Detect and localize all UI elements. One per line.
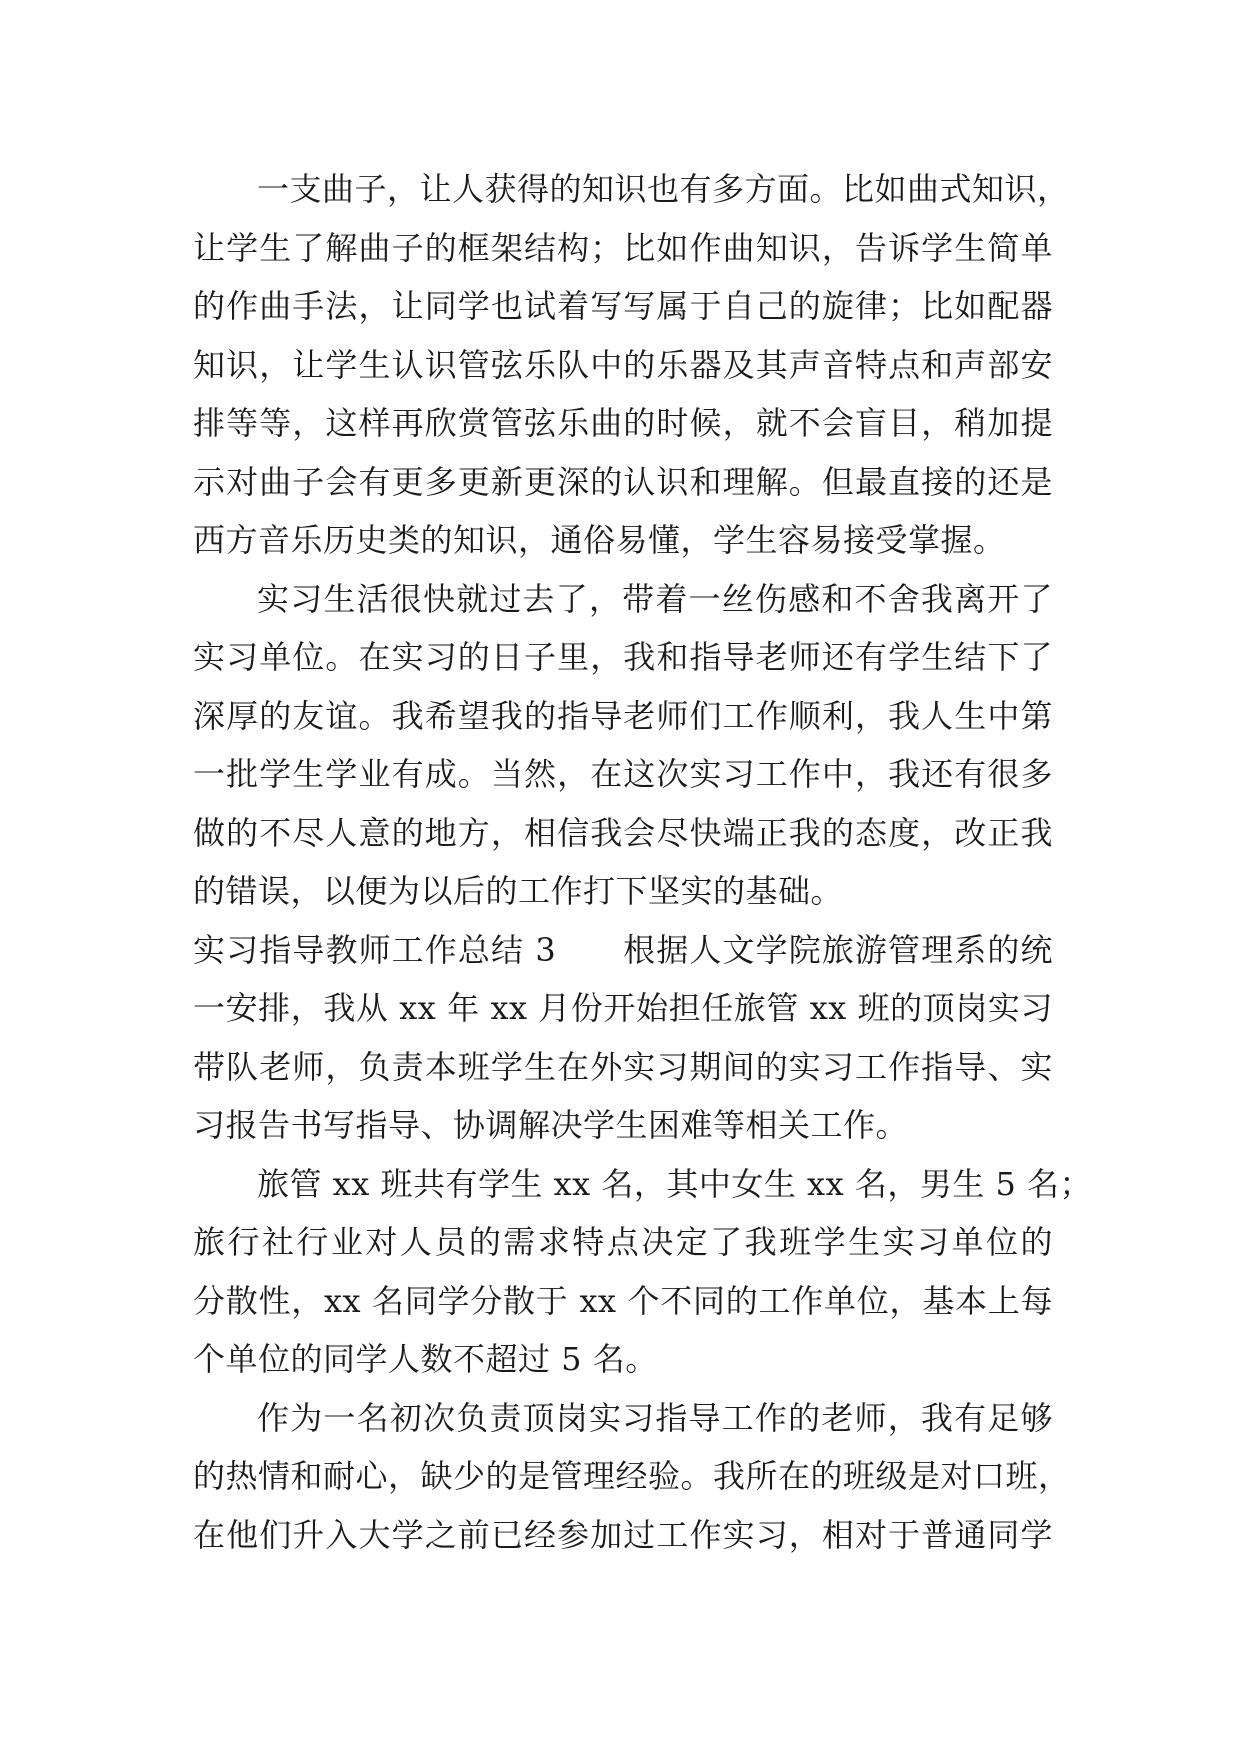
paragraph-line: 实习单位。在实习的日子里，我和指导老师还有学生结下了 (193, 638, 1053, 676)
paragraph-line: 旅管 xx 班共有学生 xx 名，其中女生 xx 名，男生 5 名； (257, 1164, 1093, 1203)
paragraph-line: 实习生活很快就过去了，带着一丝伤感和不舍我离开了 (257, 579, 1053, 618)
paragraph-line: 深厚的友谊。我希望我的指导老师们工作顺利，我人生中第 (193, 696, 1053, 735)
paragraph-line: 一安排，我从 xx 年 xx 月份开始担任旅管 xx 班的顶岗实习 (193, 989, 1053, 1027)
paragraph-line: 知识，让学生认识管弦乐队中的乐器及其声音特点和声部安 (193, 345, 1053, 384)
paragraph-line: 让学生了解曲子的框架结构；比如作曲知识，告诉学生简单 (193, 228, 1053, 267)
section-heading-line: 实习指导教师工作总结 3 根据人文学院旅游管理系的统 (193, 930, 1053, 969)
paragraph-line: 带队老师，负责本班学生在外实习期间的实习工作指导、实 (193, 1047, 1053, 1086)
paragraph-line: 西方音乐历史类的知识，通俗易懂，学生容易接受掌握。 (193, 521, 1006, 559)
paragraph-line: 一批学生学业有成。当然，在这次实习工作中，我还有很多 (193, 755, 1053, 793)
paragraph-line: 示对曲子会有更多更新更深的认识和理解。但最直接的还是 (193, 462, 1053, 501)
document-body (193, 160, 1093, 1564)
paragraph-line: 的热情和耐心，缺少的是管理经验。我所在的班级是对口班， (193, 1457, 1071, 1495)
paragraph-line: 个单位的同学人数不超过 5 名。 (193, 1340, 658, 1378)
paragraph-line: 的错误，以便为以后的工作打下坚实的基础。 (193, 872, 844, 910)
paragraph-line: 旅行社行业对人员的需求特点决定了我班学生实习单位的 (193, 1223, 1053, 1261)
paragraph-line: 排等等，这样再欣赏管弦乐曲的时候，就不会盲目，稍加提 (193, 404, 1053, 442)
paragraph-line: 一支曲子，让人获得的知识也有多方面。比如曲式知识， (257, 170, 1070, 208)
paragraph-line: 做的不尽人意的地方，相信我会尽快端正我的态度，改正我 (193, 813, 1053, 852)
paragraph-line: 的作曲手法，让同学也试着写写属于自己的旋律；比如配器 (193, 287, 1053, 325)
paragraph-line: 习报告书写指导、协调解决学生困难等相关工作。 (193, 1106, 909, 1144)
paragraph-line: 作为一名初次负责顶岗实习指导工作的老师，我有足够 (257, 1398, 1053, 1437)
paragraph-line: 在他们升入大学之前已经参加过工作实习，相对于普通同学 (193, 1515, 1053, 1554)
paragraph-line: 分散性，xx 名同学分散于 xx 个不同的工作单位，基本上每 (193, 1281, 1053, 1320)
